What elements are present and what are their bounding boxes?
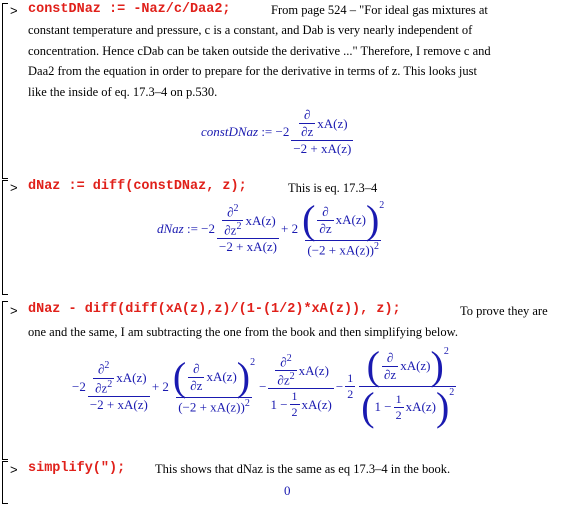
execution-group-3[interactable]	[0, 301, 564, 461]
group-bracket[interactable]	[2, 3, 8, 179]
fraction: $\frac{\partial}{\partial z}$ xA(z) −2 + xA(z)	[293, 107, 352, 156]
group-bracket[interactable]	[2, 301, 8, 460]
output-expression: −2 $\frac{\partial^2}{\partial z^2}$ xA(z) −2 + xA(z) + 2 ( $\frac{\partial}{\partial z}$ xA(z) ) 2 $(-2 + xA(z))^2$ − $\frac{\partial^2}{\partial z^2}$ xA(z) 1 − $\frac{1}{2}$ xA(z) − $\frac{1}{2}$ ( $\frac{\partial}{\partial z}$ xA(z) ) 2 ( 1 − $\frac{1}{2}$ xA(z) ) 2	[72, 343, 455, 429]
input-prompt: >	[10, 303, 18, 318]
comment-line: one and the same, I am subtracting the one from the book and then simplifying below.	[28, 325, 458, 339]
comment-line: To prove they are	[460, 304, 548, 318]
command-input[interactable]: constDNaz := -Naz/c/Daa2;	[28, 2, 231, 17]
execution-group-1[interactable]	[0, 0, 564, 182]
derivative-operator: $\frac{\partial}{\partial z}$	[301, 107, 314, 139]
execution-group-2[interactable]	[0, 180, 564, 298]
group-bracket[interactable]	[2, 180, 8, 295]
squared-derivative-fraction: ( $\frac{\partial}{\partial z}$ xA(z) ) 2 $(-2 + xA(z))^2$	[302, 197, 385, 258]
group-bracket[interactable]	[2, 461, 8, 504]
second-derivative-fraction: $\frac{\partial^2}{\partial z^2}$ xA(z) −2 + xA(z)	[219, 202, 277, 255]
comment-line: From page 524 – "For ideal gas mixtures at	[271, 3, 488, 17]
output-expression: dNaz := −2 $\frac{\partial^2}{\partial z^2}$ xA(z) −2 + xA(z) + 2 ( $\frac{\partial}{\partial z}$ xA(z) ) 2 $(-2 + xA(z))^2$	[157, 197, 385, 258]
input-prompt: >	[10, 462, 18, 477]
execution-group-4[interactable]	[0, 461, 564, 507]
comment-line: like the inside of eq. 17.3–4 on p.530.	[28, 85, 218, 99]
denominator: −2 + xA(z)	[293, 141, 352, 156]
command-input[interactable]: simplify(");	[28, 461, 126, 476]
input-prompt: >	[10, 3, 18, 18]
output-result: 0	[284, 483, 291, 498]
output-expression	[201, 107, 355, 157]
lhs-name: constDNaz	[201, 124, 259, 139]
comment-line: Daa2 from the equation in order to prepare for the derivative in terms of z. This looks just	[28, 64, 477, 78]
input-prompt: >	[10, 180, 18, 195]
comment-line: concentration. Hence cDab can be taken outside the derivative ..." Therefore, I remove c and	[28, 44, 491, 58]
comment-line: This shows that dNaz is the same as eq 17.3–4 in the book.	[155, 462, 451, 476]
comment-line: constant temperature and pressure, c is a constant, and Dab is very nearly independent of	[28, 23, 473, 37]
command-input[interactable]: dNaz := diff(constDNaz, z);	[28, 179, 247, 194]
assign-op: := −2	[261, 124, 290, 139]
comment-line: This is eq. 17.3–4	[288, 181, 378, 195]
command-input[interactable]: dNaz - diff(diff(xA(z),z)/(1-(1/2)*xA(z)), z);	[28, 302, 401, 317]
